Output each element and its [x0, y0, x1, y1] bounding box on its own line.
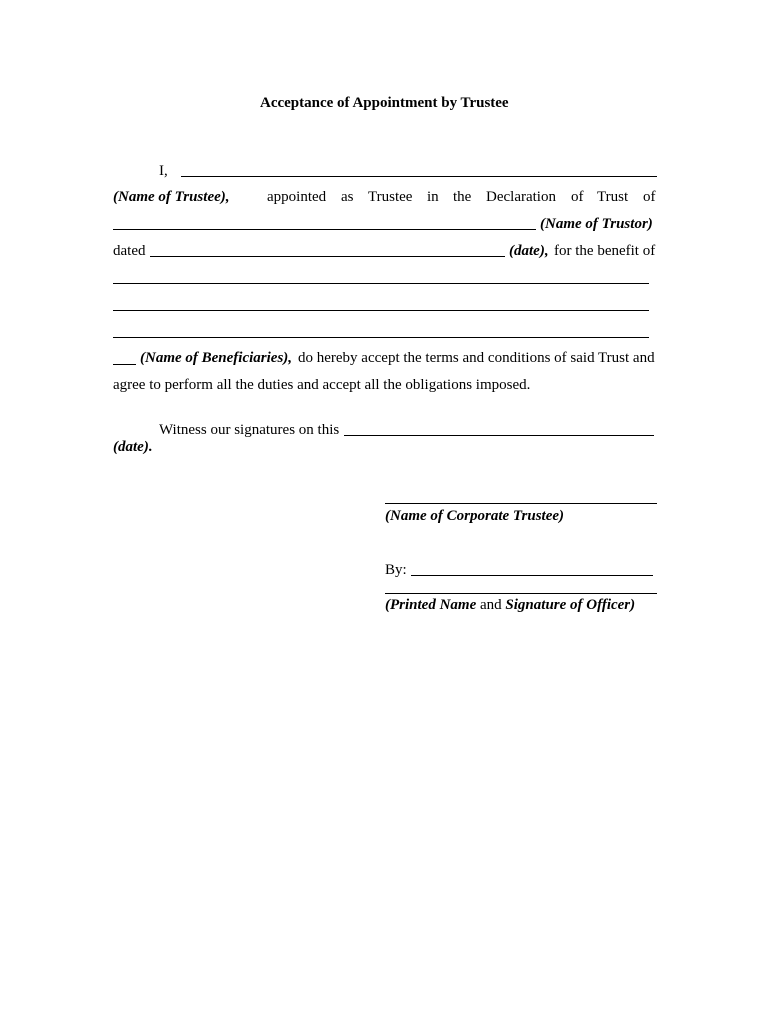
beneficiary-blank-4[interactable]: [113, 364, 136, 365]
trustor-name-blank[interactable]: [113, 229, 536, 230]
beneficiary-blank-3[interactable]: [113, 337, 649, 338]
word-trustee: Trustee: [368, 189, 413, 205]
dated-blank[interactable]: [150, 256, 505, 257]
trustee-name-blank[interactable]: [181, 176, 657, 177]
name-of-trustee-label: (Name of Trustee),: [113, 189, 230, 205]
word-as: as: [341, 189, 354, 205]
dated-label: dated: [113, 243, 146, 259]
word-trust: Trust: [597, 189, 629, 205]
witness-date-blank[interactable]: [344, 435, 654, 436]
word-in: in: [427, 189, 439, 205]
corporate-trustee-signature-line[interactable]: [385, 503, 657, 504]
beneficiary-blank-2[interactable]: [113, 310, 649, 311]
signature-of-officer-label: Signature of Officer): [505, 597, 636, 613]
printed-name-signature-caption: [385, 596, 635, 614]
accept-text: do hereby accept the terms and conditions of said Trust and: [298, 350, 655, 366]
by-signature-line[interactable]: [411, 575, 653, 576]
word-appointed: appointed: [267, 189, 327, 205]
by-label: By:: [385, 562, 407, 578]
witness-text: Witness our signatures on this: [159, 422, 340, 438]
name-of-trustor-label: (Name of Trustor): [540, 216, 653, 232]
beneficiary-blank-1[interactable]: [113, 283, 649, 284]
printed-name-label: (Printed Name: [385, 597, 477, 613]
benefit-text: for the benefit of: [554, 243, 656, 259]
name-of-beneficiaries-label: (Name of Beneficiaries),: [140, 350, 293, 366]
witness-date-label: (date).: [113, 439, 153, 455]
and-label: and: [480, 597, 502, 613]
agree-text: agree to perform all the duties and accept all the obligations imposed.: [113, 377, 531, 393]
i-label: I,: [159, 163, 168, 179]
word-of-2: of: [643, 189, 656, 205]
document-title: Acceptance of Appointment by Trustee: [260, 95, 509, 111]
word-of: of: [571, 189, 584, 205]
corporate-trustee-label: (Name of Corporate Trustee): [385, 508, 565, 524]
date-label: (date),: [509, 243, 549, 259]
word-declaration: Declaration: [486, 189, 556, 205]
officer-signature-line[interactable]: [385, 593, 657, 594]
word-the: the: [453, 189, 472, 205]
